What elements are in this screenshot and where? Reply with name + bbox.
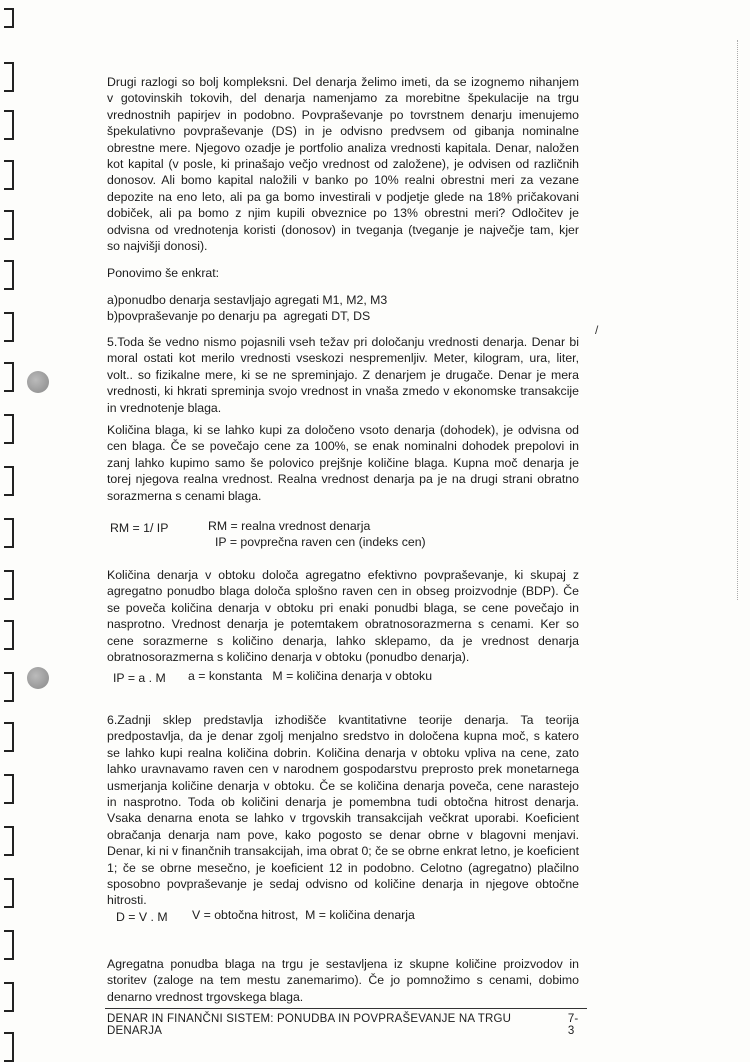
text-line: agregatno ponudbo blaga določa splošno raven cen in obseg proizvodnje (BDP). Če [107,584,579,599]
binding-bracket [4,466,14,496]
text-line: 6.Zadnji sklep predstavlja izhodišče kvantitativne teorije denarja. Ta teorija [107,713,579,727]
text-line: Količina blaga, ki se lahko kupi za določeno vsoto denarja (dohodek), je odvisna od [107,423,579,437]
text-line: Agregatna ponudba blaga na trgu je sestavljena iz skupne količine proizvodov in [107,957,579,971]
formula-ip-definition: IP = povprečna raven cen (indeks cen) [215,535,426,549]
text-line: obratnosorazmerna s količino denarja v obtoku (ponudbo denarja). [107,649,470,664]
recap-item-a: a)ponudbo denarja sestavljajo agregati M1, M2, M3 [107,293,388,307]
paragraph-section-6 [107,712,579,909]
page-footer [107,1013,585,1037]
text-line: obrestne mere. Njegovo ozadje je portfolio analiza vrednosti kapitala. Denar, naložen [107,140,579,155]
binding-bracket [4,930,14,960]
text-line: cen blaga. Če se povečajo cene za 100%, se enak nominalni dohodek prepolovi in [107,439,579,454]
text-line: vrednostnih papirjev in podobno. Povpraševanje po tovrstnem denarju imenujemo [107,107,579,122]
binding-bracket [4,414,14,444]
text-line: denarno vrednost trgovskega blaga. [107,989,304,1004]
binding-bracket [4,210,14,240]
text-line: predpostavlja, da je denar zgolj menjalno sredstvo in določena kupna moč, s katero [107,729,579,744]
binding-bracket [4,8,14,28]
binding-bracket [4,312,14,342]
binding-bracket [4,518,14,548]
formula-d-equation: D = V . M [116,910,168,924]
text-line: storitev (zaloge na tem mestu zanemarimo). Če jo pomnožimo s cenami, dobimo [107,973,579,988]
punch-hole [27,667,49,689]
text-line: nasprotno. Vrednost denarja je potemtakem obratnosorazmerna s cenami. Ker so [107,617,579,632]
text-line: sposobno povpraševanje je sedaj odvisno od količine denarja in njegove obtočne [107,876,579,891]
text-line: špekulativno povpraševanje (DS) in je odvisno predvsem od gibanja nominalne [107,124,579,139]
binding-bracket [4,110,14,140]
paragraph-money-quantity [107,567,579,665]
recap-heading: Ponovimo še enkrat: [107,266,220,280]
binding-bracket [4,878,14,908]
binding-bracket [4,570,14,600]
binding-bracket [4,260,14,290]
formula-ip-equation: IP = a . M [113,671,166,685]
punch-hole [27,371,49,393]
recap-item-b: b)povpraševanje po denarju pa agregati DT, DS [107,309,371,323]
text-line: kot kapital (v posle, ki prinašajo večjo vrednost od založene), je odvisen od različnih [107,156,579,171]
text-line: 5.Toda še vedno nismo pojasnili vseh težav pri določanju vrednosti denarja. Denar bi [107,335,579,349]
binding-bracket [4,722,14,752]
page-number: 7-3 [567,1013,579,1037]
text-line: donosov. Ali bomo kapital naložili v banko po 10% realni obrestni meri za vezane [107,173,579,188]
text-line: in vrednotenje blaga. [107,400,222,415]
text-line: odvisna od vrednotenja koristi (donosov) in tveganja (tveganje je največje tam, kjer [107,222,579,237]
text-line: se lahko kupi realna količina dobrin. Količina denarja v obtoku vpliva na cene, zato [107,745,579,760]
scan-edge [736,40,738,600]
text-line: Drugi razlogi so bolj kompleksni. Del denarja želimo imeti, da se izognemo nihanjem [107,75,579,89]
text-line: so najvišji donosi). [107,238,208,253]
binding-bracket [4,62,14,92]
text-line: sorazmerna s cenami blaga. [107,488,262,503]
formula-rm-definition: RM = realna vrednost denarja [208,519,371,533]
paragraph-section-5 [107,334,579,416]
text-line: Denar, ki ni v finančnih transakcijah, ima obrat 0; če se obrne enkrat letno, je koeficient [107,844,579,859]
paragraph-purchasing-power [107,422,579,504]
text-line: Količina denarja v obtoku določa agregatno efektivno povpraševanje, ki skupaj z [107,568,579,582]
binding-bracket [4,982,14,1012]
text-line: Vsaka denarna enota se lahko v trgovskih transakcijah večkrat uporabi. Koeficient [107,811,579,826]
text-line: se poveča količina denarja v obtoku pri enaki ponudbi blaga, se cene povečajo in [107,600,579,615]
text-line: lahko uravnavamo raven cen v narodnem gospodarstvu preprosto prek monetarnega [107,762,579,777]
text-line: depozite na eno leto, ali pa ga bomo investirali v podjetje glede na 18% pričakovani [107,189,579,204]
footer-title: DENAR IN FINANČNI SISTEM: PONUDBA IN POVPRAŠEVANJE NA TRGU DENARJA [107,1013,512,1037]
paragraph-aggregate-supply [107,956,579,1005]
text-line: cene sorazmerne s količino denarja, lahko sklepamo, da je vrednost denarja [107,633,579,648]
binding-bracket [4,160,14,190]
binding-bracket [4,672,14,702]
text-line: torej njegova realna vrednost. Realna vrednost denarja pa je na drugi strani obratno [107,472,579,487]
text-line: hitrosti. [107,893,147,908]
text-line: usmerjanja količine denarja v obtoku. Če se količina denarja poveča, cene narastejo [107,778,579,793]
text-line: zanj lahko kupimo samo še polovico prejšnje količine blaga. Kupna moč denarja je [107,455,579,470]
footer-rule [105,1008,587,1009]
binding-bracket [4,620,14,650]
pen-mark: / [595,323,599,337]
paragraph-speculative-demand [107,74,579,254]
formula-d-definitions: V = obtočna hitrost, M = količina denarja [192,908,415,922]
binding-bracket [4,1032,14,1062]
text-line: vrednosti, ki hkrati spreminja svojo vrednost in vnaša zmedo v ekonomske transakcije [107,384,579,399]
text-line: moral ostati kot merilo vrednosti vseskozi nespremenljiv. Meter, kilogram, ura, liter, [107,351,579,366]
binding-bracket [4,362,14,392]
text-line: 1; če se obrne mesečno, je koeficient 12 in podobno. Celotno (agregatno) plačilno [107,860,579,875]
text-line: volt.. so fizikalne mere, ki se ne spreminjajo. Z denarjem je drugače. Denar je mera [107,367,579,382]
binding-bracket [4,774,14,804]
formula-rm-equation: RM = 1/ IP [110,521,169,535]
formula-ip-definitions: a = konstanta M = količina denarja v obtoku [188,669,433,683]
binding-bracket [4,826,14,856]
text-line: dobiček, ali pa bomo z njim kupili obveznice po 13% obrestni meri? Odločitev je [107,206,579,221]
text-line: in nasprotno. Toda ob količini denarja je pomembna tudi obtočna hitrost denarja. [107,794,579,809]
text-line: v gotovinskih tokovih, del denarja namenjamo za morebitne špekulacije na trgu [107,91,579,106]
text-line: obračanja denarja nam pove, kako pogosto se denar obrne v blagovni menjavi. [107,827,579,842]
